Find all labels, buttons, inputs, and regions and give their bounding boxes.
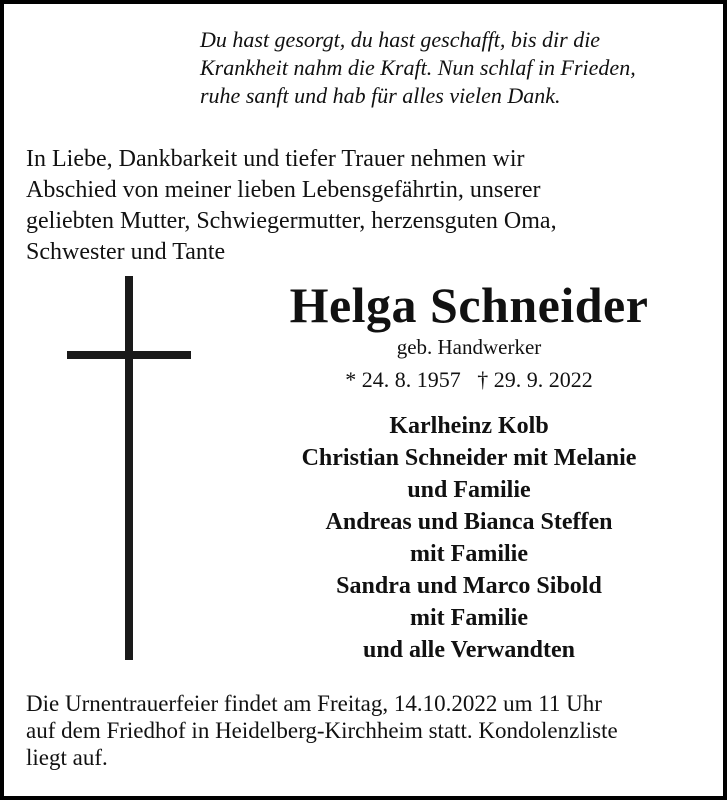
mourner-line: Karlheinz Kolb xyxy=(389,413,549,439)
ceremony-line: auf dem Friedhof in Heidelberg-Kirchheim statt. Kondolenzliste xyxy=(26,718,618,743)
verse-line: Krankheit nahm die Kraft. Nun schlaf in Frieden, xyxy=(200,55,636,80)
life-dates: * 24. 8. 1957 † 29. 9. 2022 xyxy=(345,367,593,392)
memorial-verse xyxy=(200,26,700,110)
cross-icon xyxy=(64,276,194,660)
intro-line: Abschied von meiner lieben Lebensgefährtin, unserer xyxy=(26,177,541,203)
mourner-line: mit Familie xyxy=(410,605,528,631)
ceremony-line: liegt auf. xyxy=(26,745,108,770)
intro-line: In Liebe, Dankbarkeit und tiefer Trauer nehmen wir xyxy=(26,146,525,172)
mourner-line: Sandra und Marco Sibold xyxy=(336,573,602,599)
mourners-list xyxy=(244,410,694,666)
intro-line: Schwester und Tante xyxy=(26,239,226,265)
verse-line: Du hast gesorgt, du hast geschafft, bis dir die xyxy=(200,27,601,52)
deceased-block xyxy=(244,276,694,666)
mourner-line: Andreas und Bianca Steffen xyxy=(325,509,613,535)
cross-horizontal-beam xyxy=(67,351,191,359)
mourner-line: und alle Verwandten xyxy=(362,637,576,663)
ceremony-info xyxy=(26,690,716,771)
mourner-line: und Familie xyxy=(407,477,531,503)
deceased-name: Helga Schneider xyxy=(289,277,649,333)
mourner-line: Christian Schneider mit Melanie xyxy=(301,445,637,471)
verse-line: ruhe sanft und hab für alles vielen Dank. xyxy=(200,83,561,108)
mourner-line: mit Familie xyxy=(410,541,528,567)
cross-vertical-beam xyxy=(125,276,133,660)
birth-name: geb. Handwerker xyxy=(396,335,542,359)
ceremony-line: Die Urnentrauerfeier findet am Freitag, 14.10.2022 um 11 Uhr xyxy=(26,691,602,716)
intro-line: geliebten Mutter, Schwiegermutter, herzensguten Oma, xyxy=(26,208,557,234)
intro-text xyxy=(26,144,716,268)
